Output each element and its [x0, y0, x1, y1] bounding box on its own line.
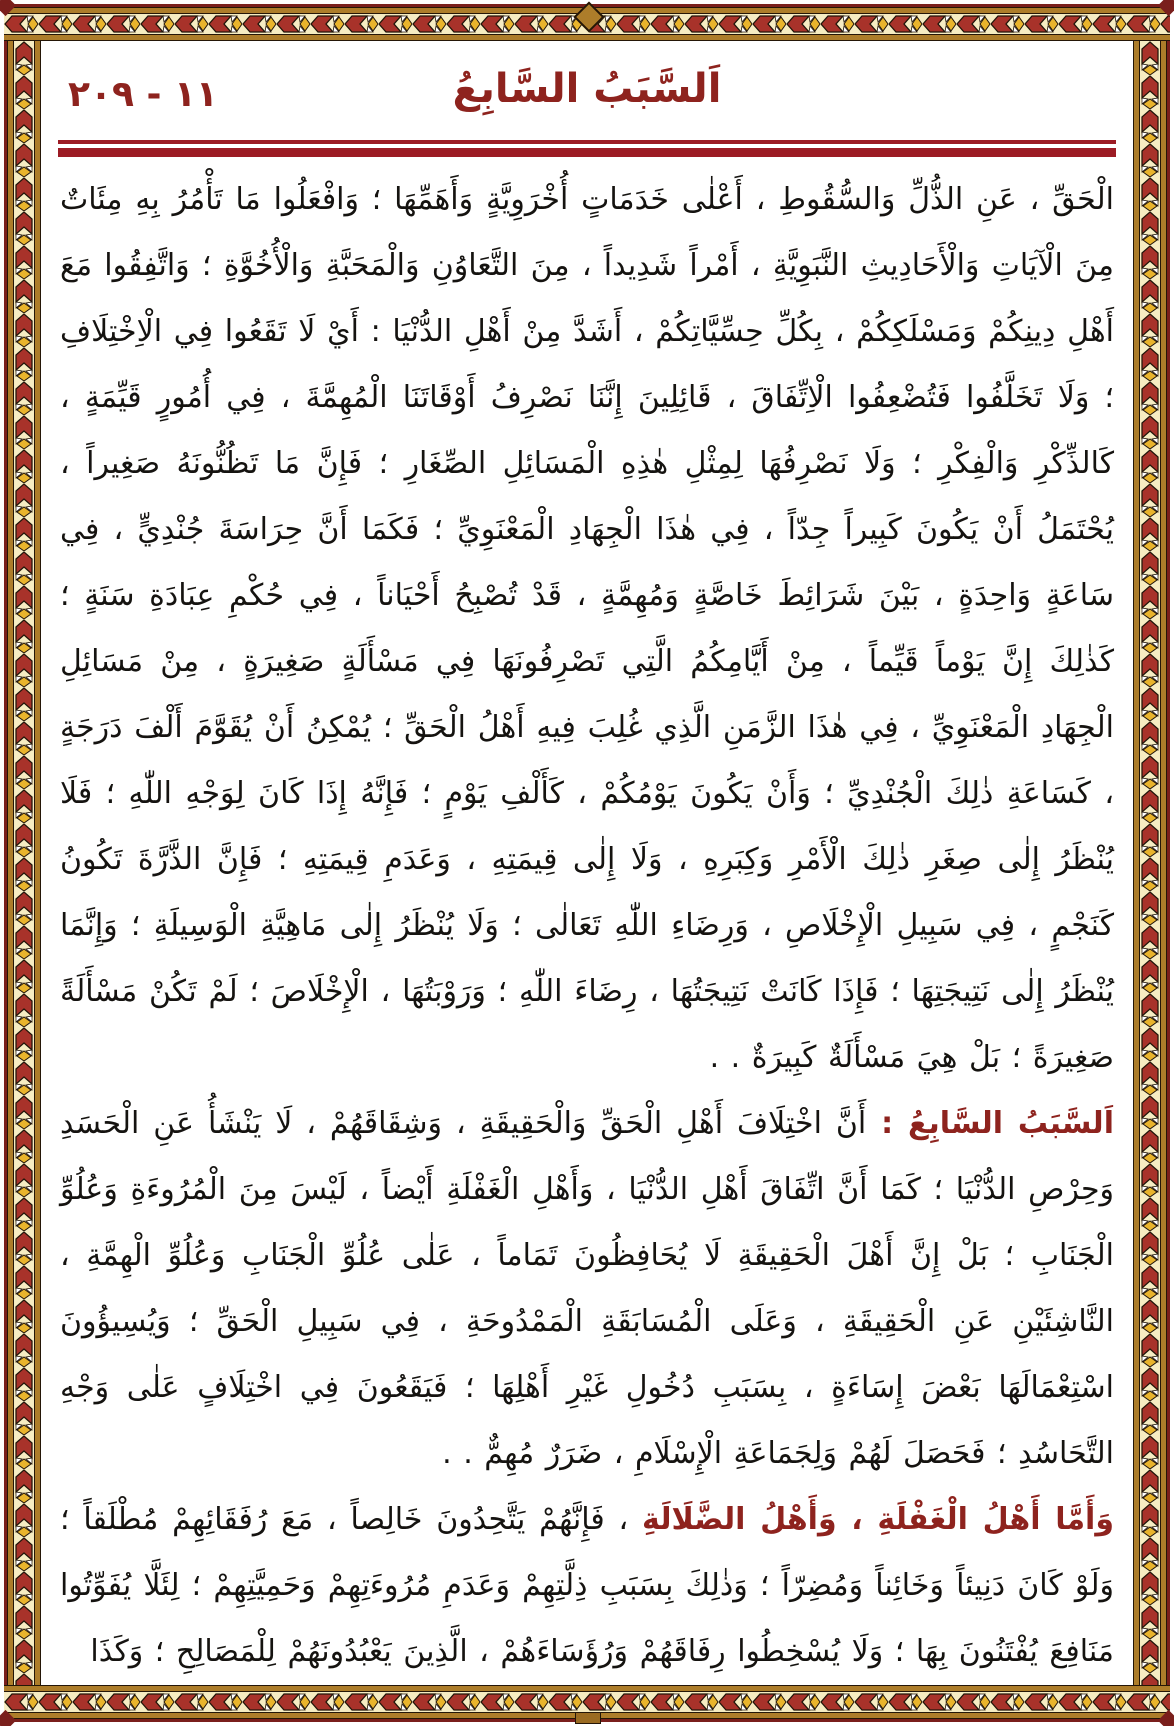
- body-text: [56, 167, 1118, 1685]
- paragraph-text: ، فَإِنَّهُمْ يَتَّحِدُونَ خَالِصاً ، مَعَ رُفَقَائِهِمْ مُطْلَقاً ؛ وَلَوْ كَانَ دَنِيئاً وَخَائِناً وَمُضِرّاً ؛ وَذٰلِكَ بِسَبَبِ ذِلَّتِهِمْ وَعَدَمِ مُرُوءَتِهِمْ وَحَمِيَّتِهِمْ ؛ لِئَلَّا يُفَوِّتُوا مَنَافِعَ يُفْتَنُونَ بِهَا ؛ وَلَا يُسْخِطُوا رِفَاقَهُمْ وَرُؤَسَاءَهُمْ ، الَّذِينَ يَعْبُدُونَهُمْ لِلْمَصَالِحِ ؛ وَكَذَا: [60, 1502, 1114, 1669]
- paragraph-text: أَنَّ اخْتِلَافَ أَهْلِ الْحَقِّ وَالْحَقِيقَةِ ، وَشِقَاقَهُمْ ، لَا يَنْشَأُ عَنِ الْحَسَدِ وَحِرْصِ الدُّنْيَا ؛ كَمَا أَنَّ اتِّفَاقَ أَهْلِ الدُّنْيَا ، وَأَهْلِ الْغَفْلَةِ أَيْضاً ، لَيْسَ مِنَ الْمُرُوءَةِ وَعُلُوِّ الْجَنَابِ ؛ بَلْ إِنَّ أَهْلَ الْحَقِيقَةِ لَا يُحَافِظُونَ تَمَاماً ، عَلٰى عُلُوِّ الْجَنَابِ وَعُلُوِّ الْهِمَّةِ ، النَّاشِئَيْنِ عَنِ الْحَقِيقَةِ ، وَعَلَى الْمُسَابَقَةِ الْمَمْدُوحَةِ ، فِي سَبِيلِ الْحَقِّ ؛ وَيُسِيؤُونَ اسْتِعْمَالَهَا بَعْضَ إِسَاءَةٍ ، بِسَبَبِ دُخُولِ غَيْرِ أَهْلِهَا ؛ فَيَقَعُونَ فِي اخْتِلَافٍ عَلٰى وَجْهِ التَّحَاسُدِ ؛ فَحَصَلَ لَهُمْ وَلِجَمَاعَةِ الْإِسْلَامِ ، ضَرَرٌ مُهِمٌّ . .: [60, 1106, 1114, 1471]
- section-heading-red: وَأَمَّا أَهْلُ الْغَفْلَةِ ، وَأَهْلُ الضَّلَالَةِ: [642, 1502, 1114, 1537]
- paragraph-text: الْحَقِّ ، عَنِ الذُّلِّ وَالسُّقُوطِ ، أَعْلٰى خَدَمَاتٍ أُخْرَوِيَّةٍ وَأَهَمِّهَا ؛ وَافْعَلُوا مَا تَأْمُرُ بِهِ مِئَاتٌ مِنَ الْآيَاتِ وَالْأَحَادِيثِ النَّبَوِيَّةِ ، أَمْراً شَدِيداً ، مِنَ التَّعَاوُنِ وَالْمَحَبَّةِ وَالْأُخُوَّةِ ؛ وَاتَّفِقُوا مَعَ أَهْلِ دِينِكُمْ وَمَسْلَكِكُمْ ، بِكُلِّ حِسِّيَّاتِكُمْ ، أَشَدَّ مِنْ أَهْلِ الدُّنْيَا : أَيْ لَا تَقَعُوا فِي الْاِخْتِلَافِ ؛ وَلَا تَخَلَّفُوا فَتُضْعِفُوا الْاِتِّفَاقَ ، قَائِلِينَ إِنَّنَا نَصْرِفُ أَوْقَاتَنَا الْمُهِمَّةَ ، فِي أُمُورٍ قَيِّمَةٍ ، كَالذِّكْرِ وَالْفِكْرِ ؛ وَلَا نَصْرِفُهَا لِمِثْلِ هٰذِهِ الْمَسَائِلِ الصِّغَارِ ؛ فَإِنَّ مَا تَظُنُّونَهُ صَغِيراً ، يُحْتَمَلُ أَنْ يَكُونَ كَبِيراً جِدّاً ، فِي هٰذَا الْجِهَادِ الْمَعْنَوِيِّ ؛ فَكَمَا أَنَّ حِرَاسَةَ جُنْدِيٍّ ، فِي سَاعَةٍ وَاحِدَةٍ ، بَيْنَ شَرَائِطَ خَاصَّةٍ وَمُهِمَّةٍ ، قَدْ تُصْبِحُ أَحْيَاناً ، فِي حُكْمِ عِبَادَةِ سَنَةٍ ؛ كَذٰلِكَ إِنَّ يَوْماً قَيِّماً ، مِنْ أَيَّامِكُمُ الَّتِي تَصْرِفُونَهَا فِي مَسْأَلَةٍ صَغِيرَةٍ ، مِنْ مَسَائِلِ الْجِهَادِ الْمَعْنَوِيِّ ، فِي هٰذَا الزَّمَنِ الَّذِي غُلِبَ فِيهِ أَهْلُ الْحَقِّ ؛ يُمْكِنُ أَنْ يُقَوَّمَ أَلْفَ دَرَجَةٍ ، كَسَاعَةِ ذٰلِكَ الْجُنْدِيِّ ؛ وَأَنْ يَكُونَ يَوْمُكُمْ ، كَأَلْفِ يَوْمٍ ؛ فَإِنَّهُ إِذَا كَانَ لِوَجْهِ اللّٰهِ ؛ فَلَا يُنْظَرُ إِلٰى صِغَرِ ذٰلِكَ الْأَمْرِ وَكِبَرِهِ ، وَلَا إِلٰى قِيمَتِهِ ، وَعَدَمِ قِيمَتِهِ ؛ فَإِنَّ الذَّرَّةَ تَكُونُ كَنَجْمٍ ، فِي سَبِيلِ الْإِخْلَاصِ ، وَرِضَاءِ اللّٰهِ تَعَالٰى ؛ وَلَا يُنْظَرُ إِلٰى مَاهِيَّةِ الْوَسِيلَةِ ؛ وَإِنَّمَا يُنْظَرُ إِلٰى نَتِيجَتِهَا ؛ فَإِذَا كَانَتْ نَتِيجَتُهَا ، رِضَاءَ اللّٰهِ ؛ وَرَوْبَتُهَا ، الْإِخْلَاصَ ؛ لَمْ تَكُنْ مَسْأَلَةً صَغِيرَةً ؛ بَلْ هِيَ مَسْأَلَةٌ كَبِيرَةٌ . .: [60, 182, 1114, 1075]
- ornamental-border-left: [4, 41, 41, 1685]
- page-number: ١١ - ٢٠٩: [68, 74, 218, 115]
- body-paragraph: [60, 1487, 1114, 1685]
- page-header: [56, 44, 1118, 140]
- body-paragraph: [60, 1091, 1114, 1487]
- header-rule-thick: [58, 148, 1116, 157]
- bottom-center-clasp-ornament: [575, 1712, 601, 1724]
- page-content: [56, 44, 1118, 1682]
- section-heading-red: اَلسَّبَبُ السَّابِعُ :: [866, 1106, 1114, 1141]
- page-title: اَلسَّبَبُ السَّابِعُ: [452, 66, 722, 112]
- ornamental-border-right: [1133, 41, 1170, 1685]
- body-paragraph: [60, 167, 1114, 1091]
- header-rule-thin: [58, 140, 1116, 144]
